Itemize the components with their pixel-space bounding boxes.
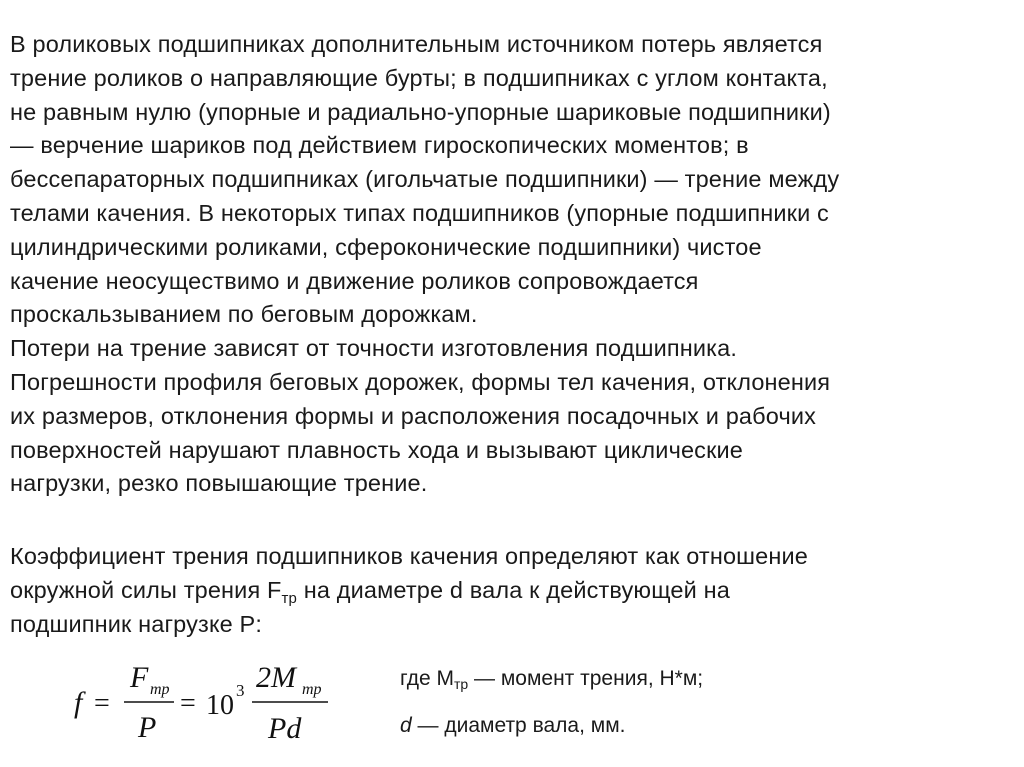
text-line: Погрешности профиля беговых дорожек, формы тел качения, отклонения [10,368,831,395]
formula-svg [70,652,350,752]
paragraph-friction-coefficient [10,540,1018,641]
text-line: не равным нулю (упорные и радиально-упорные шариковые подшипники) [10,98,831,125]
formula-base: 10 [206,690,234,721]
note-torque [400,655,703,702]
formula-numerator-sub: тр [150,681,170,698]
subscript: тр [453,676,469,692]
formula-denominator: Pd [268,712,302,745]
text-segment: где M [400,667,454,690]
formula-equals: = [94,688,110,719]
paragraph-roller-losses [10,28,1018,501]
text-segment: — момент трения, Н*м; [468,667,704,690]
text-line: В роликовых подшипниках дополнительным источником потерь является [10,31,823,57]
formula-denominator: P [138,711,157,744]
formula-numerator-sub: тр [302,681,322,698]
text-line: Коэффициент трения подшипников качения определяют как отношение [10,543,809,569]
text-segment: окружной силы трения F [10,576,282,603]
text-line: подшипник нагрузке P: [10,610,263,637]
text-line: Потери на трение зависят от точности изготовления подшипника. [10,335,738,362]
subscript: тр [281,589,298,607]
formula-notes [400,655,703,749]
text-line: качение неосуществимо и движение роликов сопровождается [10,267,699,294]
text-line: проскальзыванием по беговым дорожкам. [10,301,478,328]
text-line: — верчение шариков под действием гироскопических моментов; в [10,132,749,159]
friction-formula [70,652,350,752]
text-line: цилиндрическими роликами, сфероконические подшипники) чистое [10,233,762,260]
text-line: бессепараторных подшипниках (игольчатые подшипники) — трение между [10,166,840,193]
formula-lhs: f [74,686,83,719]
text-line: нагрузки, резко повышающие трение. [10,470,428,497]
text-line: поверхностей нарушают плавность хода и вызывают циклические [10,436,744,463]
formula-numerator-main: F [130,661,149,694]
note-diameter [400,702,703,749]
text-line: телами качения. В некоторых типах подшипников (упорные подшипники с [10,199,829,226]
text-line: их размеров, отклонения формы и расположения посадочных и рабочих [10,402,817,429]
formula-numerator-main: 2M [256,661,296,694]
variable-d: d [400,714,412,737]
formula-equals: = [180,688,196,719]
formula-exponent: 3 [236,681,245,700]
text-line: трение роликов о направляющие бурты; в подшипниках с углом контакта, [10,64,828,91]
text-line [10,574,1018,608]
text-segment: на диаметре d вала к действующей на [297,576,730,603]
text-segment: — диаметр вала, мм. [411,714,626,737]
